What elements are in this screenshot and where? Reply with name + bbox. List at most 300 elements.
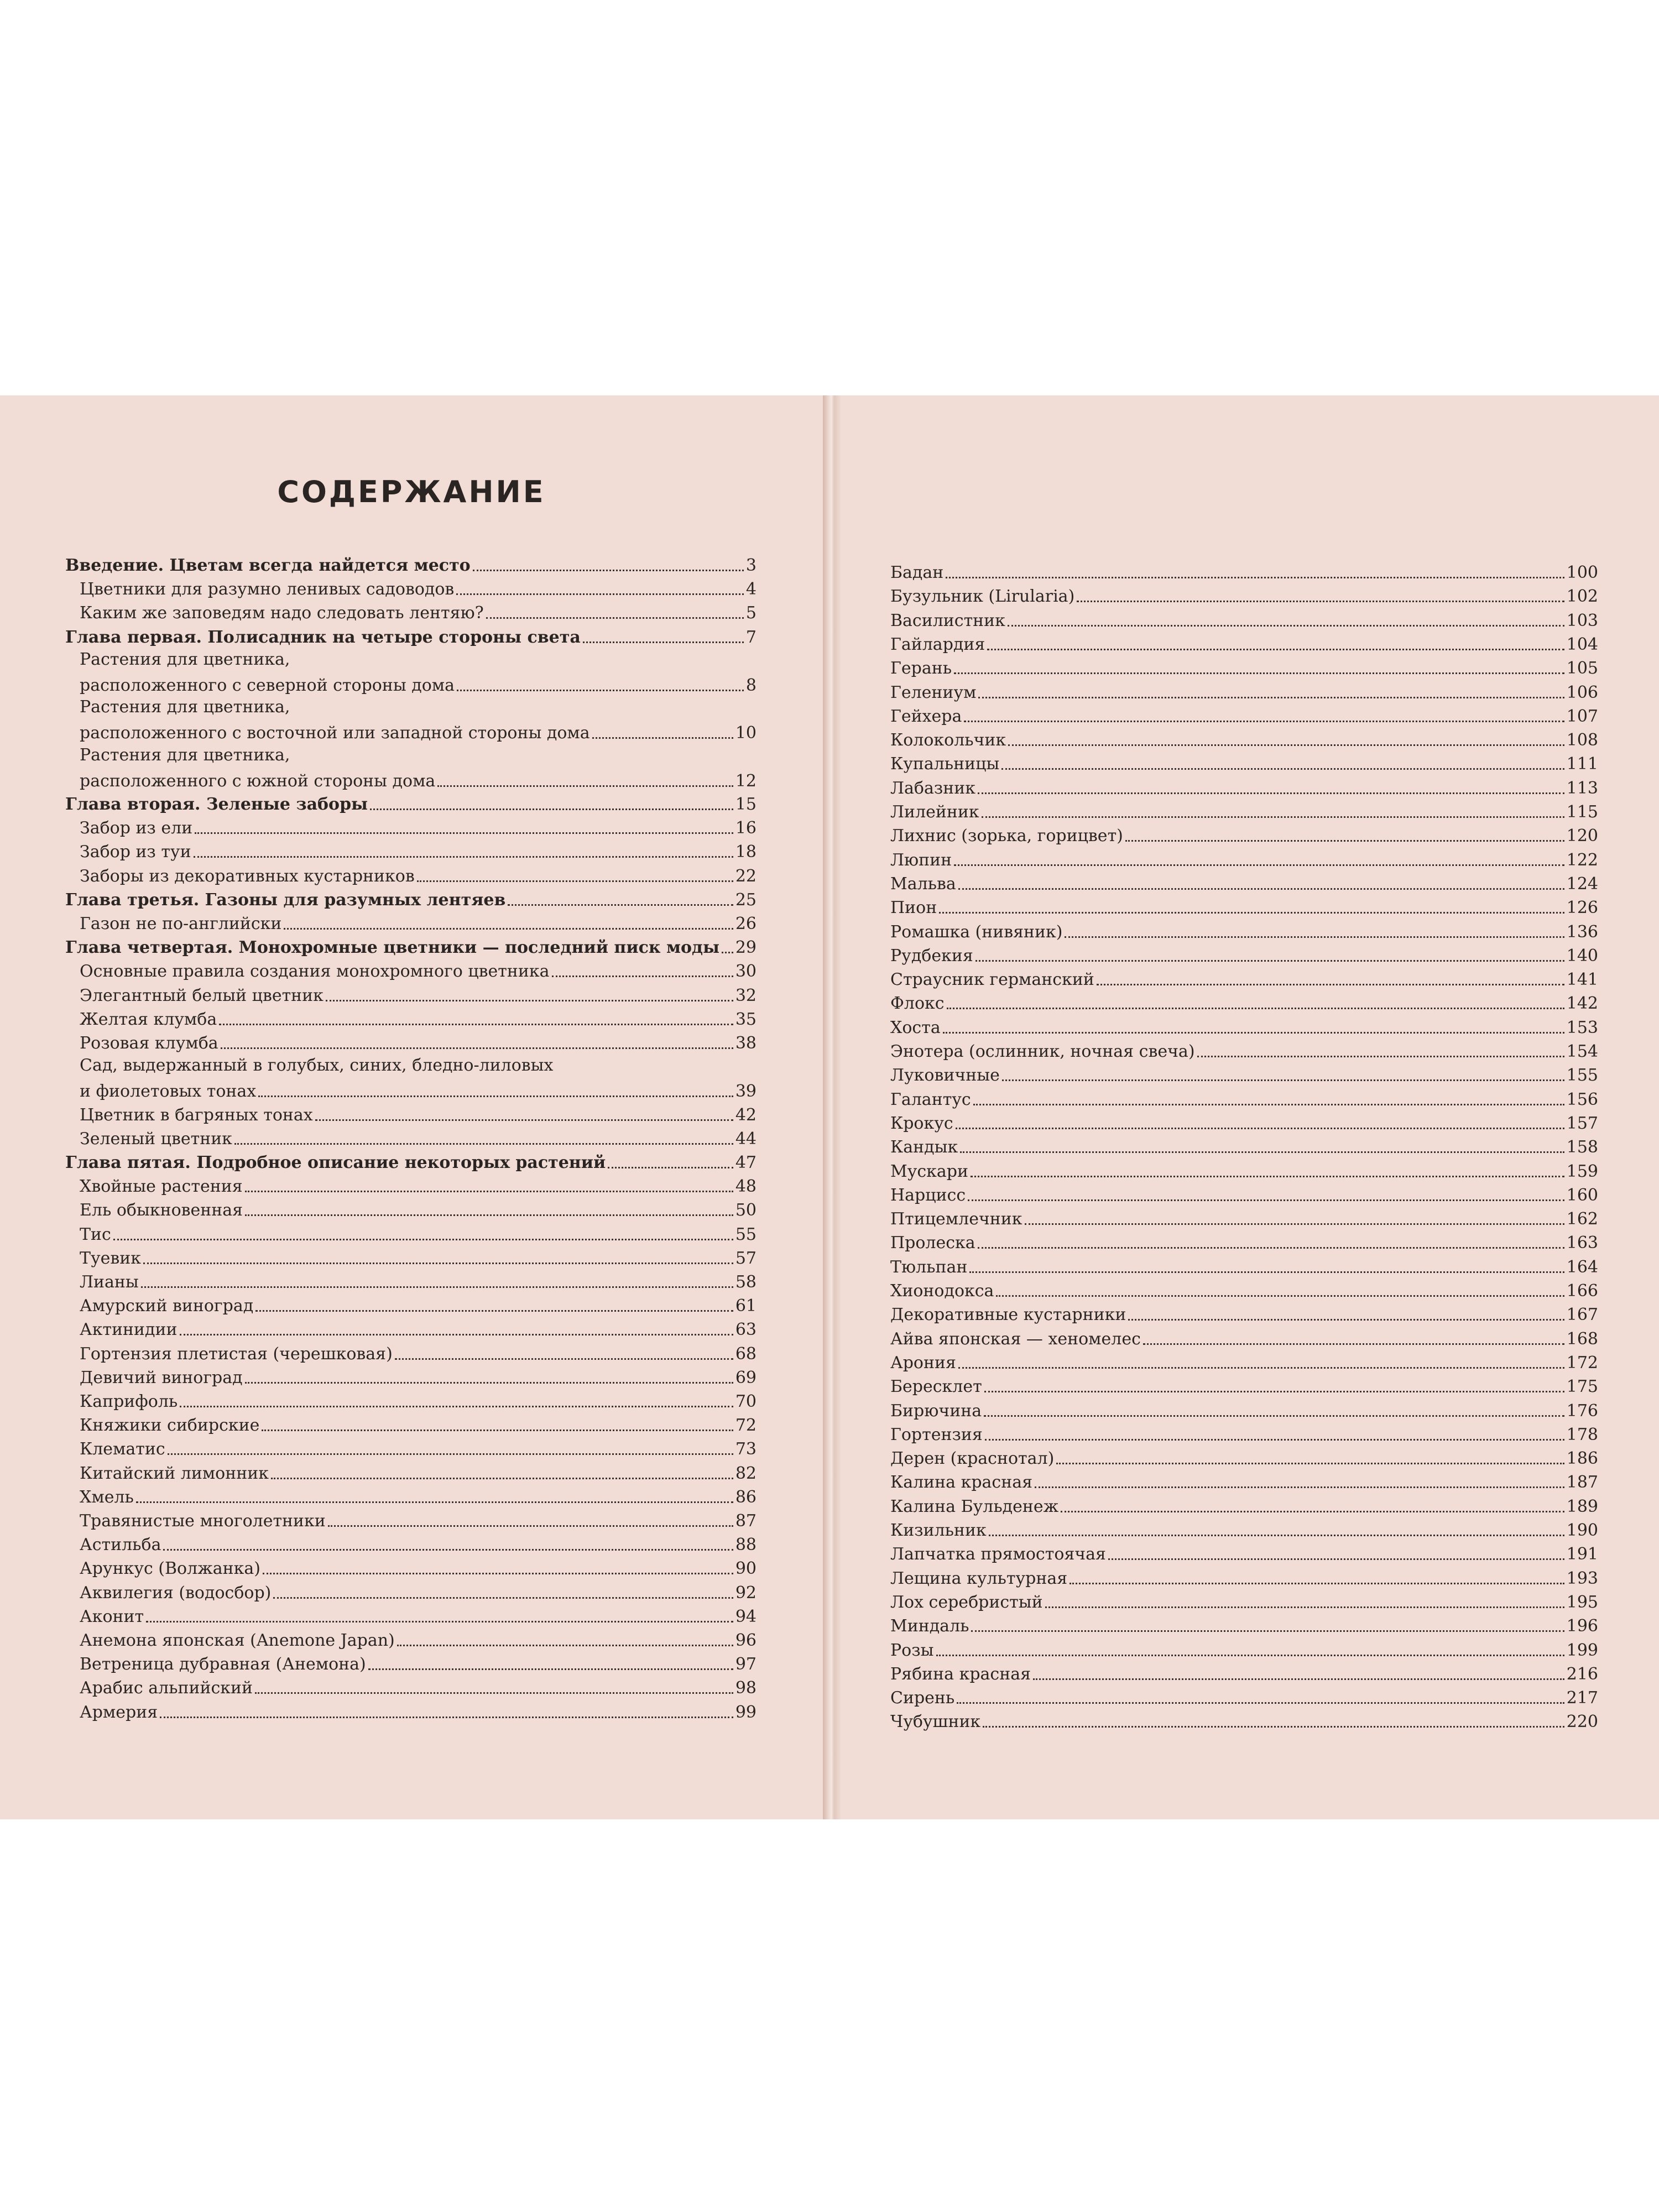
toc-page-number: 57 bbox=[735, 1248, 757, 1268]
toc-entry-title: Глава пятая. Подробное описание некоторых растений bbox=[65, 1154, 606, 1172]
dot-leader bbox=[971, 1176, 1564, 1177]
toc-entry-title: Китайский лимонник bbox=[80, 1464, 269, 1483]
toc-entry[interactable] bbox=[890, 872, 1598, 894]
dot-leader bbox=[957, 1702, 1564, 1704]
dot-leader bbox=[1002, 1079, 1564, 1081]
toc-entry-title: Крокус bbox=[890, 1114, 953, 1133]
toc-entry-title: Глава вторая. Зеленые заборы bbox=[65, 795, 368, 814]
toc-page-number: 166 bbox=[1566, 1281, 1598, 1301]
toc-entry[interactable] bbox=[65, 1389, 757, 1411]
toc-entry-title: Миндаль bbox=[890, 1617, 969, 1636]
toc-entry[interactable] bbox=[890, 1015, 1598, 1037]
toc-entry[interactable] bbox=[65, 696, 757, 743]
toc-entry[interactable] bbox=[890, 1302, 1598, 1324]
toc-entry-title: Пролеска bbox=[890, 1234, 975, 1253]
dot-leader bbox=[395, 1358, 733, 1360]
toc-entry-title: Энотера (ослинник, ночная свеча) bbox=[890, 1042, 1195, 1061]
toc-page-number: 38 bbox=[735, 1034, 757, 1053]
toc-entry-title: Розовая клумба bbox=[80, 1034, 218, 1053]
toc-entry[interactable] bbox=[890, 1494, 1598, 1516]
toc-page-number: 122 bbox=[1566, 850, 1598, 870]
toc-entry[interactable] bbox=[65, 1007, 757, 1029]
toc-entry[interactable] bbox=[890, 1230, 1598, 1253]
toc-entry[interactable] bbox=[65, 1174, 757, 1196]
toc-entry[interactable] bbox=[890, 848, 1598, 870]
toc-entry[interactable] bbox=[890, 1422, 1598, 1444]
dot-leader bbox=[583, 641, 744, 643]
dot-leader bbox=[146, 1621, 733, 1623]
toc-entry-title: Забор из ели bbox=[80, 819, 193, 838]
dot-leader bbox=[958, 888, 1564, 890]
toc-page-number: 158 bbox=[1566, 1138, 1598, 1157]
toc-page-number: 97 bbox=[735, 1655, 757, 1674]
dot-leader bbox=[326, 1000, 733, 1001]
toc-entry[interactable] bbox=[65, 1676, 757, 1698]
toc-entry-title: Глава первая. Полисадник на четыре стороны света bbox=[65, 628, 581, 647]
toc-page-number: 196 bbox=[1566, 1616, 1598, 1636]
toc-entry-title: Дерен (краснотал) bbox=[890, 1449, 1055, 1469]
toc-page-number: 190 bbox=[1566, 1521, 1598, 1540]
toc-page-number: 195 bbox=[1566, 1592, 1598, 1612]
dot-leader bbox=[263, 1573, 733, 1574]
toc-entry[interactable] bbox=[65, 1628, 757, 1650]
dot-leader bbox=[1070, 1583, 1564, 1584]
toc-page-number: 8 bbox=[745, 675, 757, 695]
toc-page-number: 69 bbox=[735, 1368, 757, 1387]
dot-leader bbox=[552, 975, 733, 977]
toc-entry-title: Бузульник (Lirularia) bbox=[890, 587, 1075, 607]
toc-entry[interactable] bbox=[65, 792, 757, 814]
dot-leader bbox=[486, 617, 744, 619]
toc-page-number: 107 bbox=[1566, 706, 1598, 726]
toc-entry[interactable] bbox=[890, 1063, 1598, 1085]
dot-leader bbox=[245, 1191, 733, 1192]
toc-entry[interactable] bbox=[890, 680, 1598, 702]
toc-page-number: 87 bbox=[735, 1511, 757, 1531]
toc-entry[interactable] bbox=[890, 1518, 1598, 1540]
toc-entry-title: Лещина культурная bbox=[890, 1569, 1068, 1588]
toc-page-number: 72 bbox=[735, 1416, 757, 1436]
dot-leader bbox=[608, 1167, 733, 1168]
toc-entry-title: Забор из туи bbox=[80, 843, 191, 862]
toc-page-number: 111 bbox=[1566, 754, 1598, 774]
toc-entry-title: Бирючина bbox=[890, 1401, 982, 1421]
toc-page-number: 39 bbox=[735, 1082, 757, 1102]
toc-entry[interactable] bbox=[890, 1709, 1598, 1731]
dot-leader bbox=[284, 928, 733, 930]
toc-entry[interactable] bbox=[890, 776, 1598, 798]
toc-page-number: 42 bbox=[735, 1105, 757, 1125]
dot-leader bbox=[195, 832, 733, 834]
toc-page-number: 115 bbox=[1566, 802, 1598, 822]
toc-entry-title: Арабис альпийский bbox=[80, 1679, 253, 1698]
dot-leader bbox=[956, 1128, 1564, 1129]
toc-entry-title: расположенного с южной стороны дома bbox=[80, 771, 436, 791]
toc-entry[interactable] bbox=[890, 1542, 1598, 1564]
toc-entry[interactable] bbox=[890, 1470, 1598, 1492]
toc-page-number: 155 bbox=[1566, 1066, 1598, 1086]
dot-leader bbox=[984, 1415, 1564, 1417]
dot-leader bbox=[473, 570, 744, 571]
toc-entry-title: Хоста bbox=[890, 1018, 941, 1037]
toc-entry-title: Декоративные кустарники bbox=[890, 1306, 1126, 1325]
toc-entry[interactable] bbox=[890, 1350, 1598, 1373]
toc-page-number: 50 bbox=[735, 1201, 757, 1220]
toc-page-number: 73 bbox=[735, 1439, 757, 1459]
toc-entry[interactable] bbox=[65, 888, 757, 910]
toc-entry-title-line1: Растения для цветника, bbox=[80, 649, 290, 669]
dot-leader bbox=[982, 816, 1564, 818]
toc-entry-title: Глава четвертая. Монохромные цветники — последний писк моды bbox=[65, 938, 720, 958]
toc-entry[interactable] bbox=[890, 895, 1598, 917]
toc-entry[interactable] bbox=[65, 1652, 757, 1674]
dot-leader bbox=[245, 1214, 733, 1216]
toc-entry-title: Актинидии bbox=[80, 1321, 178, 1340]
toc-page-number: 29 bbox=[735, 938, 757, 958]
toc-entry-title: Клематис bbox=[80, 1440, 165, 1459]
toc-page-number: 191 bbox=[1566, 1545, 1598, 1564]
toc-page-number: 90 bbox=[735, 1559, 757, 1579]
toc-entry[interactable] bbox=[890, 1255, 1598, 1277]
toc-entry[interactable] bbox=[65, 553, 757, 575]
toc-entry[interactable] bbox=[65, 1700, 757, 1722]
dot-leader bbox=[194, 856, 733, 858]
toc-entry[interactable] bbox=[890, 704, 1598, 726]
toc-entry-title: Калина Бульденеж bbox=[890, 1497, 1059, 1516]
dot-leader bbox=[958, 1367, 1564, 1369]
dot-leader bbox=[262, 1430, 733, 1431]
dot-leader bbox=[219, 1024, 733, 1025]
toc-entry-title: Розы bbox=[890, 1641, 934, 1660]
dot-leader bbox=[328, 1525, 733, 1527]
dot-leader bbox=[143, 1262, 733, 1264]
toc-entry[interactable] bbox=[890, 967, 1598, 989]
dot-leader bbox=[168, 1453, 733, 1455]
dot-leader bbox=[437, 785, 733, 787]
toc-entry[interactable] bbox=[65, 1437, 757, 1459]
dot-leader bbox=[975, 960, 1564, 962]
toc-entry[interactable] bbox=[890, 1399, 1598, 1421]
toc-entry[interactable] bbox=[65, 1222, 757, 1244]
dot-leader bbox=[1143, 1343, 1564, 1345]
toc-entry-title: Лапчатка прямостоячая bbox=[890, 1545, 1106, 1564]
toc-entry[interactable] bbox=[65, 911, 757, 933]
toc-page-number: 199 bbox=[1566, 1640, 1598, 1660]
toc-entry-title: Туевик bbox=[80, 1249, 142, 1268]
dot-leader bbox=[417, 880, 733, 882]
toc-entry-title: Рудбекия bbox=[890, 946, 973, 966]
dot-leader bbox=[457, 690, 744, 691]
dot-leader bbox=[1045, 1606, 1564, 1608]
toc-entry-title: Каприфоль bbox=[80, 1392, 178, 1411]
toc-entry[interactable] bbox=[890, 1662, 1598, 1684]
dot-leader bbox=[163, 1549, 733, 1551]
toc-entry-line2 bbox=[80, 769, 757, 791]
toc-entry[interactable] bbox=[890, 1374, 1598, 1396]
toc-entry-title: Девичий виноград bbox=[80, 1368, 243, 1387]
toc-page-number: 5 bbox=[745, 603, 757, 623]
toc-page-number: 44 bbox=[735, 1129, 757, 1149]
toc-entry[interactable] bbox=[890, 823, 1598, 846]
toc-entry[interactable] bbox=[65, 649, 757, 695]
toc-entry[interactable] bbox=[65, 1509, 757, 1531]
toc-entry[interactable] bbox=[65, 1485, 757, 1507]
toc-entry[interactable] bbox=[890, 1279, 1598, 1301]
toc-entry[interactable] bbox=[65, 1126, 757, 1149]
toc-page-number: 48 bbox=[735, 1177, 757, 1197]
toc-page-number: 15 bbox=[735, 795, 757, 814]
toc-entry-title: Ромашка (нивяник) bbox=[890, 922, 1063, 942]
toc-entry-title: расположенного с северной стороны дома bbox=[80, 676, 455, 695]
contents-title: СОДЕРЖАНИЕ bbox=[277, 474, 546, 509]
toc-entry[interactable] bbox=[65, 935, 757, 957]
toc-entry-title: Аконит bbox=[80, 1607, 144, 1626]
toc-entry-title: Сирень bbox=[890, 1689, 955, 1708]
toc-entry[interactable] bbox=[890, 1111, 1598, 1133]
toc-entry[interactable] bbox=[65, 1317, 757, 1339]
toc-entry[interactable] bbox=[890, 656, 1598, 678]
toc-entry[interactable] bbox=[65, 959, 757, 981]
toc-page-number: 156 bbox=[1566, 1089, 1598, 1109]
dot-leader bbox=[1097, 984, 1564, 985]
dot-leader bbox=[1061, 1511, 1564, 1512]
toc-entry-title: Княжики сибирские bbox=[80, 1416, 260, 1436]
toc-page-number: 3 bbox=[745, 556, 757, 575]
toc-entry-title: Желтая клумба bbox=[80, 1010, 217, 1029]
toc-page-number: 142 bbox=[1566, 994, 1598, 1014]
toc-entry[interactable] bbox=[65, 1031, 757, 1053]
toc-page-number: 94 bbox=[735, 1606, 757, 1626]
toc-entry-title: Основные правила создания монохромного цветника bbox=[80, 962, 550, 982]
dot-leader bbox=[722, 952, 733, 953]
toc-entry[interactable] bbox=[65, 1461, 757, 1483]
toc-entry-title: Бересклет bbox=[890, 1378, 982, 1397]
dot-leader bbox=[273, 1597, 733, 1599]
toc-page-number: 168 bbox=[1566, 1329, 1598, 1349]
toc-page-number: 176 bbox=[1566, 1401, 1598, 1421]
toc-entry[interactable] bbox=[65, 983, 757, 1005]
toc-entry[interactable] bbox=[890, 1159, 1598, 1181]
toc-page-number: 88 bbox=[735, 1535, 757, 1555]
toc-page-number: 10 bbox=[735, 723, 757, 743]
dot-leader bbox=[964, 721, 1564, 722]
toc-page-number: 4 bbox=[745, 580, 757, 599]
toc-entry[interactable] bbox=[65, 1055, 757, 1101]
dot-leader bbox=[978, 697, 1564, 698]
toc-page-number: 126 bbox=[1566, 898, 1598, 918]
toc-entry-title: Мускари bbox=[890, 1162, 969, 1181]
toc-page-number: 18 bbox=[735, 842, 757, 862]
toc-entry-title: Лох серебристый bbox=[890, 1593, 1043, 1612]
dot-leader bbox=[1056, 1463, 1564, 1464]
toc-entry[interactable] bbox=[65, 1580, 757, 1603]
toc-entry[interactable] bbox=[890, 920, 1598, 942]
dot-leader bbox=[1065, 936, 1564, 938]
toc-page-number: 96 bbox=[735, 1631, 757, 1650]
toc-entry[interactable] bbox=[890, 800, 1598, 822]
toc-entry[interactable] bbox=[890, 728, 1598, 750]
toc-entry-line2 bbox=[80, 721, 757, 743]
dot-leader bbox=[954, 672, 1564, 674]
toc-entry[interactable] bbox=[890, 560, 1598, 582]
toc-entry[interactable] bbox=[890, 584, 1598, 606]
toc-page-number: 104 bbox=[1566, 634, 1598, 654]
toc-entry[interactable] bbox=[65, 1150, 757, 1172]
toc-page-number: 162 bbox=[1566, 1209, 1598, 1229]
toc-page-number: 187 bbox=[1566, 1473, 1598, 1493]
toc-entry[interactable] bbox=[890, 608, 1598, 630]
toc-entry-title: Гейхера bbox=[890, 707, 962, 726]
toc-entry-title: Ветреница дубравная (Анемона) bbox=[80, 1655, 366, 1674]
toc-entry[interactable] bbox=[890, 1566, 1598, 1588]
toc-page-number: 22 bbox=[735, 866, 757, 886]
toc-entry[interactable] bbox=[65, 864, 757, 886]
toc-entry-title: Айва японская — хеномелес bbox=[890, 1329, 1141, 1349]
toc-entry-title: Пион bbox=[890, 899, 937, 918]
toc-entry[interactable] bbox=[65, 577, 757, 599]
toc-page-number: 106 bbox=[1566, 682, 1598, 702]
toc-entry[interactable] bbox=[890, 991, 1598, 1013]
toc-entry[interactable] bbox=[65, 1270, 757, 1292]
toc-entry-title: Василистник bbox=[890, 611, 1005, 630]
dot-leader bbox=[456, 593, 744, 595]
toc-entry[interactable] bbox=[890, 1039, 1598, 1061]
dot-leader bbox=[180, 1406, 733, 1407]
toc-entry-title: Нарцисс bbox=[890, 1186, 966, 1205]
toc-page-number: 105 bbox=[1566, 659, 1598, 679]
toc-page-number: 193 bbox=[1566, 1568, 1598, 1588]
dot-leader bbox=[1008, 744, 1564, 746]
dot-leader bbox=[946, 577, 1564, 578]
toc-entry-title: Гортензия плетистая (черешковая) bbox=[80, 1344, 393, 1364]
toc-entry-title: Заборы из декоративных кустарников bbox=[80, 867, 415, 886]
toc-entry[interactable] bbox=[890, 1446, 1598, 1468]
toc-entry-title: Купальницы bbox=[890, 755, 1000, 774]
toc-page-number: 164 bbox=[1566, 1257, 1598, 1277]
dot-leader bbox=[141, 1286, 733, 1288]
dot-leader bbox=[234, 1143, 733, 1145]
dot-leader bbox=[271, 1478, 733, 1479]
dot-leader bbox=[397, 1645, 733, 1646]
toc-entry-line2 bbox=[80, 673, 757, 695]
toc-page-number: 189 bbox=[1566, 1496, 1598, 1516]
toc-entry[interactable] bbox=[65, 1293, 757, 1316]
toc-entry-title: Хионодокса bbox=[890, 1282, 994, 1301]
toc-entry[interactable] bbox=[65, 839, 757, 862]
dot-leader bbox=[508, 904, 733, 906]
toc-page-number: 186 bbox=[1566, 1449, 1598, 1469]
dot-leader bbox=[1197, 1056, 1564, 1057]
toc-page-number: 124 bbox=[1566, 874, 1598, 894]
toc-entry[interactable] bbox=[65, 1103, 757, 1125]
toc-entry[interactable] bbox=[65, 1556, 757, 1578]
dot-leader bbox=[969, 1271, 1564, 1273]
toc-entry[interactable] bbox=[65, 1604, 757, 1626]
toc-entry[interactable] bbox=[65, 816, 757, 838]
dot-leader bbox=[1077, 601, 1564, 602]
toc-entry-title-line1: Растения для цветника, bbox=[80, 745, 290, 765]
toc-entry-title: Лихнис (зорька, горицвет) bbox=[890, 827, 1123, 846]
book-spine bbox=[823, 395, 842, 1819]
toc-entry[interactable] bbox=[890, 1207, 1598, 1229]
toc-entry[interactable] bbox=[890, 1614, 1598, 1636]
toc-page-number: 175 bbox=[1566, 1377, 1598, 1397]
toc-entry[interactable] bbox=[65, 1342, 757, 1364]
dot-leader bbox=[960, 1151, 1564, 1153]
toc-entry-title: Птицемлечник bbox=[890, 1210, 1022, 1229]
toc-page-number: 98 bbox=[735, 1678, 757, 1698]
toc-entry[interactable] bbox=[65, 744, 757, 791]
toc-page-number: 217 bbox=[1566, 1688, 1598, 1708]
toc-entry[interactable] bbox=[890, 1135, 1598, 1157]
toc-entry[interactable] bbox=[890, 1327, 1598, 1349]
toc-entry[interactable] bbox=[890, 1590, 1598, 1612]
toc-entry-title: Герань bbox=[890, 659, 952, 679]
toc-page-number: 82 bbox=[735, 1463, 757, 1483]
dot-leader bbox=[939, 912, 1564, 914]
toc-entry[interactable] bbox=[890, 1638, 1598, 1660]
toc-entry-title: Тюльпан bbox=[890, 1258, 968, 1277]
toc-entry-title: Чубушник bbox=[890, 1713, 981, 1732]
toc-page-number: 140 bbox=[1566, 946, 1598, 966]
toc-entry-title: Зеленый цветник bbox=[80, 1129, 232, 1149]
toc-page-number: 216 bbox=[1566, 1664, 1598, 1684]
dot-leader bbox=[943, 1032, 1564, 1034]
toc-entry[interactable] bbox=[890, 1183, 1598, 1205]
toc-entry-title: Рябина красная bbox=[890, 1665, 1031, 1684]
toc-entry[interactable] bbox=[65, 1532, 757, 1554]
toc-entry-title: Кандык bbox=[890, 1138, 958, 1157]
toc-entry-title: Глава третья. Газоны для разумных лентяев bbox=[65, 890, 506, 910]
toc-entry-title: Хмель bbox=[80, 1488, 134, 1507]
toc-page-number: 86 bbox=[735, 1487, 757, 1507]
toc-entry[interactable] bbox=[890, 752, 1598, 774]
dot-leader bbox=[954, 864, 1564, 866]
toc-page-number: 103 bbox=[1566, 611, 1598, 630]
toc-page-number: 157 bbox=[1566, 1113, 1598, 1133]
toc-entry[interactable] bbox=[890, 1686, 1598, 1708]
toc-page-number: 178 bbox=[1566, 1425, 1598, 1444]
toc-entry[interactable] bbox=[65, 1246, 757, 1268]
dot-leader bbox=[180, 1334, 733, 1335]
toc-entry-title: Газон не по-английски bbox=[80, 915, 282, 933]
toc-entry[interactable] bbox=[65, 601, 757, 623]
toc-page-number: 30 bbox=[735, 962, 757, 982]
dot-leader bbox=[1033, 1678, 1564, 1680]
toc-page-number: 61 bbox=[735, 1296, 757, 1316]
dot-leader bbox=[978, 1247, 1564, 1249]
toc-page-number: 159 bbox=[1566, 1161, 1598, 1181]
dot-leader bbox=[973, 1104, 1564, 1105]
toc-entry[interactable] bbox=[65, 1365, 757, 1387]
toc-entry-title: Лабазник bbox=[890, 779, 975, 798]
dot-leader bbox=[983, 1726, 1564, 1728]
toc-entry[interactable] bbox=[890, 632, 1598, 654]
toc-entry[interactable] bbox=[890, 1087, 1598, 1109]
toc-entry[interactable] bbox=[65, 625, 757, 647]
toc-entry-title: Цветник в багряных тонах bbox=[80, 1105, 313, 1125]
dot-leader bbox=[258, 1095, 733, 1097]
toc-page-number: 7 bbox=[745, 627, 757, 647]
toc-entry[interactable] bbox=[890, 943, 1598, 966]
dot-leader bbox=[592, 737, 733, 739]
toc-entry[interactable] bbox=[65, 1198, 757, 1220]
toc-entry[interactable] bbox=[65, 1413, 757, 1435]
dot-leader bbox=[368, 1668, 733, 1670]
dot-leader bbox=[221, 1047, 733, 1049]
toc-page-number: 163 bbox=[1566, 1233, 1598, 1253]
toc-entry-title: Кизильник bbox=[890, 1521, 987, 1540]
